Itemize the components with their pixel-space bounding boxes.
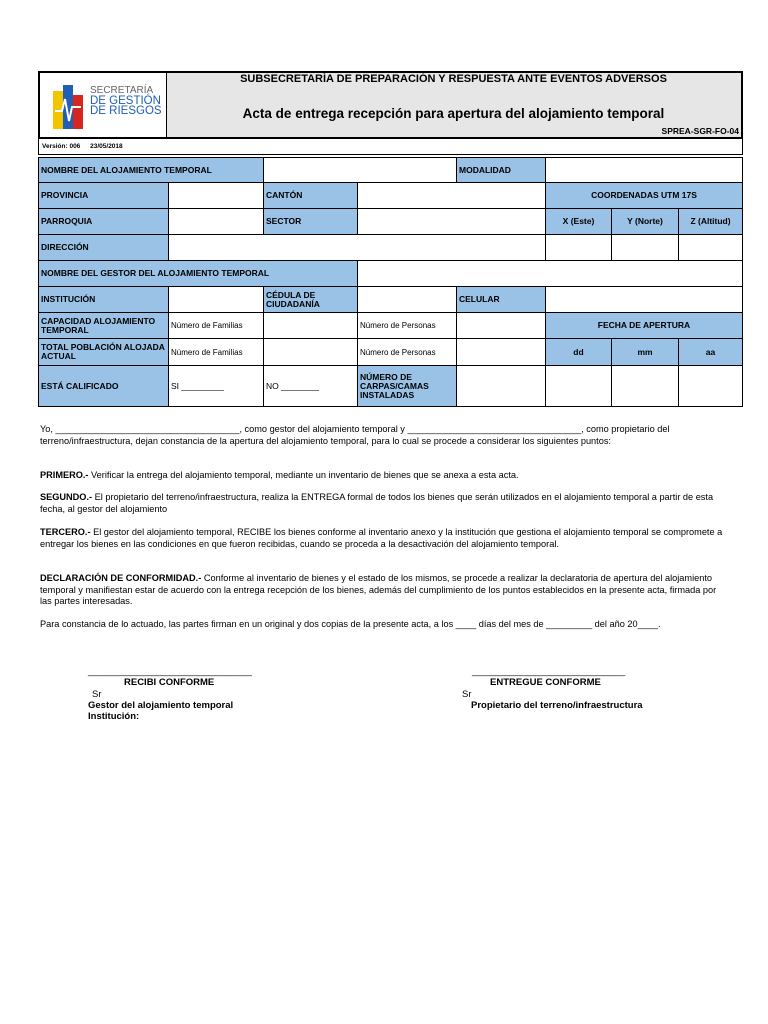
- logo: [40, 73, 167, 137]
- field-modalidad[interactable]: [545, 157, 743, 183]
- label-celular: CELULAR: [456, 286, 546, 313]
- field-aa[interactable]: [678, 365, 743, 407]
- field-capacidad-personas[interactable]: [456, 312, 546, 339]
- document-header: [38, 71, 743, 139]
- declaracion-label: DECLARACIÓN DE CONFORMIDAD.-: [40, 573, 202, 583]
- label-nombre-alojamiento: NOMBRE DEL ALOJAMIENTO TEMPORAL: [38, 157, 264, 183]
- field-provincia[interactable]: [168, 182, 264, 209]
- primero-label: PRIMERO.-: [40, 470, 89, 480]
- field-poblacion-familias[interactable]: [263, 338, 358, 366]
- label-num-familias: Número de Familias: [168, 312, 264, 339]
- label-nombre-gestor: NOMBRE DEL GESTOR DEL ALOJAMIENTO TEMPORAL: [38, 260, 358, 287]
- label-sector: SECTOR: [263, 208, 358, 235]
- field-y-norte[interactable]: [611, 234, 679, 261]
- label-carpas: NÚMERO DE CARPAS/CAMAS INSTALADAS: [357, 365, 457, 407]
- signature-title-right: ENTREGUE CONFORME: [490, 677, 601, 688]
- segundo-paragraph: [40, 492, 730, 515]
- field-x-este[interactable]: [545, 234, 612, 261]
- label-aa: aa: [678, 338, 743, 366]
- field-celular[interactable]: [545, 286, 743, 313]
- logo-text: [90, 86, 162, 116]
- signature-line-right: _____________________________: [472, 666, 626, 677]
- header-subtitle: SUBSECRETARÍA DE PREPARACIÓN Y RESPUESTA ANTE EVENTOS ADVERSOS: [240, 73, 667, 85]
- tercero-text: El gestor del alojamiento temporal, RECIBE los bienes conforme al inventario anexo y la institución que gestiona el alojamiento temporal se compromete a entregar los bienes en las condiciones en que fueron recibidas, cuando se proceda a la desactivación del alojamiento temporal.: [40, 527, 723, 549]
- field-direccion[interactable]: [168, 234, 546, 261]
- version-label: Versión: 006: [42, 143, 81, 150]
- label-institucion: INSTITUCIÓN: [38, 286, 169, 313]
- intro-paragraph: Yo, ____________________________________, como gestor del alojamiento temporal y __________________________________, como propietario del terreno/infraestructura, dejan constancia de la apertura del alojamiento temporal, para lo cual se procede a considerar los siguientes puntos:: [40, 424, 670, 446]
- field-canton[interactable]: [357, 182, 546, 209]
- field-carpas[interactable]: [456, 365, 546, 407]
- field-no[interactable]: NO ________: [263, 365, 358, 407]
- label-provincia: PROVINCIA: [38, 182, 169, 209]
- document-code: SPREA-SGR-FO-04: [661, 126, 739, 136]
- label-mm: mm: [611, 338, 679, 366]
- label-direccion: DIRECCIÓN: [38, 234, 169, 261]
- label-num-familias: Número de Familias: [168, 338, 264, 366]
- signature-role-right: Propietario del terreno/infraestructura: [471, 700, 643, 711]
- label-fecha-apertura: FECHA DE APERTURA: [545, 312, 743, 339]
- label-cedula: CÉDULA DE CIUDADANÍA: [263, 286, 358, 313]
- label-dd: dd: [545, 338, 612, 366]
- signature-title-left: RECIBI CONFORME: [124, 677, 215, 688]
- field-nombre-gestor[interactable]: [357, 260, 743, 287]
- field-si[interactable]: SI _________: [168, 365, 264, 407]
- label-x-este: X (Este): [545, 208, 612, 235]
- version-date: 23/05/2018: [90, 143, 123, 150]
- version-row: [38, 139, 743, 155]
- page-title: Acta de entrega recepción para apertura del alojamiento temporal: [242, 106, 665, 121]
- label-num-personas: Número de Personas: [357, 312, 457, 339]
- signature-line-left: _______________________________: [88, 666, 252, 677]
- primero-text: Verificar la entrega del alojamiento temporal, mediante un inventario de bienes que se anexa a esta acta.: [88, 470, 519, 480]
- label-capacidad: CAPACIDAD ALOJAMIENTO TEMPORAL: [38, 312, 169, 339]
- tercero-paragraph: [40, 527, 730, 550]
- field-capacidad-familias[interactable]: [263, 312, 358, 339]
- logo-line: DE GESTIÓN: [90, 95, 161, 107]
- segundo-text: El propietario del terreno/infraestructura, realiza la ENTREGA formal de todos los bienes que serán utilizados en el alojamiento temporal a partir de esta fecha, al gestor del alojamiento: [40, 492, 714, 514]
- label-num-personas: Número de Personas: [357, 338, 457, 366]
- signature-sr-right: Sr: [462, 689, 472, 700]
- logo-stripes-icon: [53, 85, 83, 129]
- signature-institution-left: Institución:: [88, 711, 140, 722]
- signature-sr-left: Sr: [92, 689, 102, 700]
- label-parroquia: PARROQUIA: [38, 208, 169, 235]
- constancia-paragraph: Para constancia de lo actuado, las partes firman en un original y dos copias de la presente acta, a los ____ días del mes de _________ del año 20____.: [40, 619, 661, 629]
- label-total-poblacion: TOTAL POBLACIÓN ALOJADA ACTUAL: [38, 338, 169, 366]
- field-nombre-alojamiento[interactable]: [263, 157, 457, 183]
- label-modalidad: MODALIDAD: [456, 157, 546, 183]
- logo-line: DE RIESGOS: [90, 105, 162, 117]
- field-institucion[interactable]: [168, 286, 264, 313]
- field-parroquia[interactable]: [168, 208, 264, 235]
- declaracion-paragraph: [40, 573, 730, 608]
- tercero-label: TERCERO.-: [40, 527, 91, 537]
- field-mm[interactable]: [611, 365, 679, 407]
- declaracion-text: Conforme al inventario de bienes y el estado de los mismos, se procede a realizar la declaratoria de apertura del alojamiento temporal y manifiestan estar de acuerdo con la entrega recepción de los bienes, además del cumplimiento de los puntos establecidos en la presente acta, firmada por las partes interesadas.: [40, 573, 717, 606]
- logo-line: SECRETARÍA: [90, 85, 154, 96]
- field-cedula[interactable]: [357, 286, 457, 313]
- field-sector[interactable]: [357, 208, 546, 235]
- segundo-label: SEGUNDO.-: [40, 492, 93, 502]
- label-y-norte: Y (Norte): [611, 208, 679, 235]
- signature-role-left: Gestor del alojamiento temporal: [88, 700, 234, 711]
- label-coordenadas: COORDENADAS UTM 17S: [545, 182, 743, 209]
- field-z-altitud[interactable]: [678, 234, 743, 261]
- field-poblacion-personas[interactable]: [456, 338, 546, 366]
- field-dd[interactable]: [545, 365, 612, 407]
- primero-paragraph: [40, 470, 730, 482]
- label-calificado: ESTÁ CALIFICADO: [38, 365, 169, 407]
- label-canton: CANTÓN: [263, 182, 358, 209]
- label-z-altitud: Z (Altitud): [678, 208, 743, 235]
